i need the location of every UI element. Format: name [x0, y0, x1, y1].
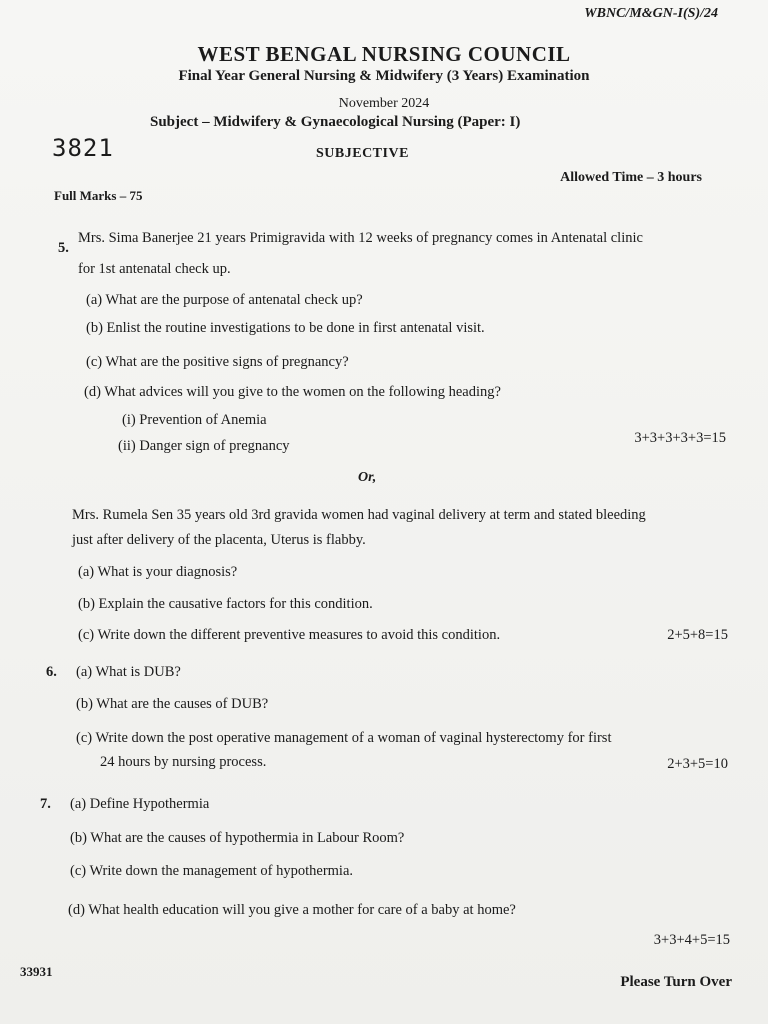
- question-7c: (c) Write down the management of hypothermia.: [70, 863, 354, 879]
- question-6c-line1: (c) Write down the post operative management of a woman of vaginal hysterectomy for first: [76, 730, 612, 746]
- question-7-number: 7.: [40, 796, 51, 812]
- question-5d-ii: (ii) Danger sign of pregnancy: [118, 438, 290, 454]
- question-5-alt-b: (b) Explain the causative factors for this condition.: [78, 596, 373, 612]
- question-5b: (b) Enlist the routine investigations to be done in first antenatal visit.: [86, 320, 485, 336]
- subject-line: Subject – Midwifery & Gynaecological Nursing (Paper: I): [150, 114, 521, 130]
- question-7b: (b) What are the causes of hypothermia in Labour Room?: [70, 830, 405, 846]
- question-5-alt-stem-line2: just after delivery of the placenta, Uterus is flabby.: [72, 532, 366, 548]
- question-5-stem-line2: for 1st antenatal check up.: [78, 261, 231, 277]
- question-5d-i: (i) Prevention of Anemia: [122, 412, 267, 428]
- question-5-alt-a: (a) What is your diagnosis?: [78, 564, 238, 580]
- please-turn-over: Please Turn Over: [620, 974, 732, 990]
- question-5-alt-stem-line1: Mrs. Rumela Sen 35 years old 3rd gravida women had vaginal delivery at term and stated bleeding: [72, 507, 646, 523]
- exam-month: November 2024: [338, 96, 430, 111]
- full-marks: Full Marks – 75: [54, 188, 143, 203]
- allowed-time: Allowed Time – 3 hours: [560, 170, 702, 185]
- question-5a: (a) What are the purpose of antenatal check up?: [86, 292, 363, 308]
- question-5-stem-line1: Mrs. Sima Banerjee 21 years Primigravida with 12 weeks of pregnancy comes in Antenatal clinic: [78, 230, 643, 246]
- or-separator: Or,: [358, 470, 377, 485]
- question-5-alt-marks: 2+5+8=15: [667, 627, 728, 643]
- question-5-number: 5.: [58, 240, 69, 256]
- page-code: 33931: [20, 964, 53, 979]
- paper-code: WBNC/M&GN-I(S)/24: [584, 6, 718, 21]
- question-6a: (a) What is DUB?: [76, 664, 181, 680]
- exam-title: Final Year General Nursing & Midwifery (3 Years) Examination: [178, 68, 590, 84]
- council-title: WEST BENGAL NURSING COUNCIL: [197, 42, 571, 66]
- question-5-alt-c: (c) Write down the different preventive measures to avoid this condition.: [78, 627, 501, 643]
- question-6b: (b) What are the causes of DUB?: [76, 696, 269, 712]
- question-5-marks: 3+3+3+3+3=15: [634, 430, 726, 446]
- question-6-number: 6.: [46, 664, 57, 680]
- question-7a: (a) Define Hypothermia: [70, 796, 210, 812]
- question-6c-line2: 24 hours by nursing process.: [100, 754, 267, 770]
- question-7-marks: 3+3+4+5=15: [653, 932, 730, 948]
- question-7d: (d) What health education will you give a mother for care of a baby at home?: [68, 902, 516, 918]
- serial-number: 3821: [52, 134, 114, 162]
- question-5d: (d) What advices will you give to the women on the following heading?: [84, 384, 501, 400]
- question-5c: (c) What are the positive signs of pregnancy?: [86, 354, 349, 370]
- question-6-marks: 2+3+5=10: [667, 756, 728, 772]
- paper-type: SUBJECTIVE: [316, 146, 409, 161]
